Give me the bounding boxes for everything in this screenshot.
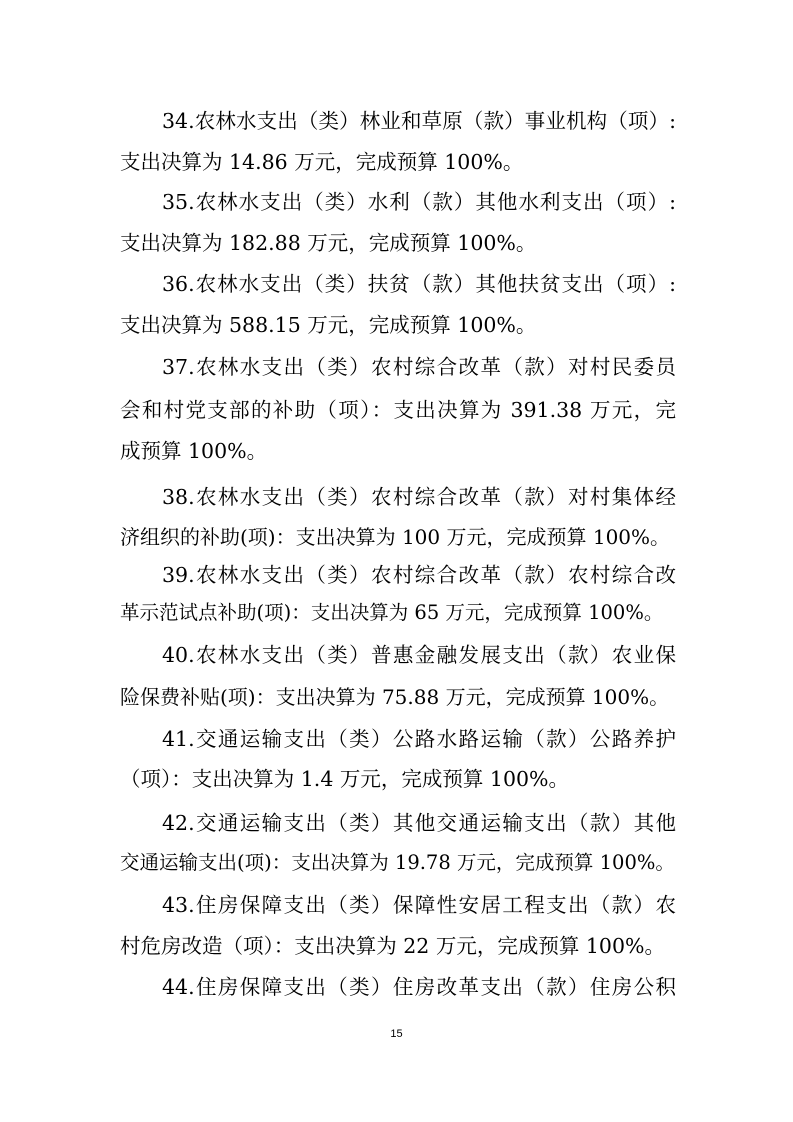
item-41-line-2: （项）：支出决算为 1.4 万元，完成预算 100%。 bbox=[120, 767, 570, 791]
item-34-line-1: 34.农林水支出（类）林业和草原（款）事业机构（项）: bbox=[162, 109, 676, 133]
item-43-line-1: 43.住房保障支出（类）保障性安居工程支出（款）农 bbox=[162, 893, 676, 917]
item-35-line-1: 35.农林水支出（类）水利（款）其他水利支出（项）: bbox=[162, 190, 676, 214]
item-44-line-1: 44.住房保障支出（类）住房改革支出（款）住房公积 bbox=[162, 975, 676, 999]
item-37-line-1: 37.农林水支出（类）农村综合改革（款）对村民委员 bbox=[162, 355, 676, 379]
item-41-line-1: 41.交通运输支出（类）公路水路运输（款）公路养护 bbox=[162, 727, 676, 751]
item-39-line-1: 39.农林水支出（类）农村综合改革（款）农村综合改 bbox=[162, 563, 676, 587]
item-43-line-2: 村危房改造（项）：支出决算为 22 万元，完成预算 100%。 bbox=[120, 934, 665, 958]
item-35-line-2: 支出决算为 182.88 万元，完成预算 100%。 bbox=[120, 231, 537, 255]
item-42-line-2: 交通运输支出(项)：支出决算为 19.78 万元，完成预算 100%。 bbox=[120, 851, 675, 874]
item-36-line-2: 支出决算为 588.15 万元，完成预算 100%。 bbox=[120, 313, 537, 337]
item-39-line-2: 革示范试点补助(项)：支出决算为 65 万元，完成预算 100%。 bbox=[120, 601, 664, 624]
item-42-line-1: 42.交通运输支出（类）其他交通运输支出（款）其他 bbox=[162, 811, 676, 835]
item-34-line-2: 支出决算为 14.86 万元，完成预算 100%。 bbox=[120, 150, 524, 174]
item-38-line-1: 38.农林水支出（类）农村综合改革（款）对村集体经 bbox=[162, 485, 676, 509]
item-40-line-2: 险保费补贴(项)：支出决算为 75.88 万元，完成预算 100%。 bbox=[120, 685, 670, 709]
item-37-line-2: 会和村党支部的补助（项）：支出决算为 391.38 万元，完 bbox=[120, 398, 676, 422]
item-36-line-1: 36.农林水支出（类）扶贫（款）其他扶贫支出（项）: bbox=[162, 272, 676, 296]
page-number: 15 bbox=[390, 1028, 403, 1040]
item-37-line-3: 成预算 100%。 bbox=[120, 439, 268, 463]
item-40-line-1: 40.农林水支出（类）普惠金融发展支出（款）农业保 bbox=[162, 643, 676, 667]
item-38-line-2: 济组织的补助(项)：支出决算为 100 万元，完成预算 100%。 bbox=[120, 525, 671, 549]
